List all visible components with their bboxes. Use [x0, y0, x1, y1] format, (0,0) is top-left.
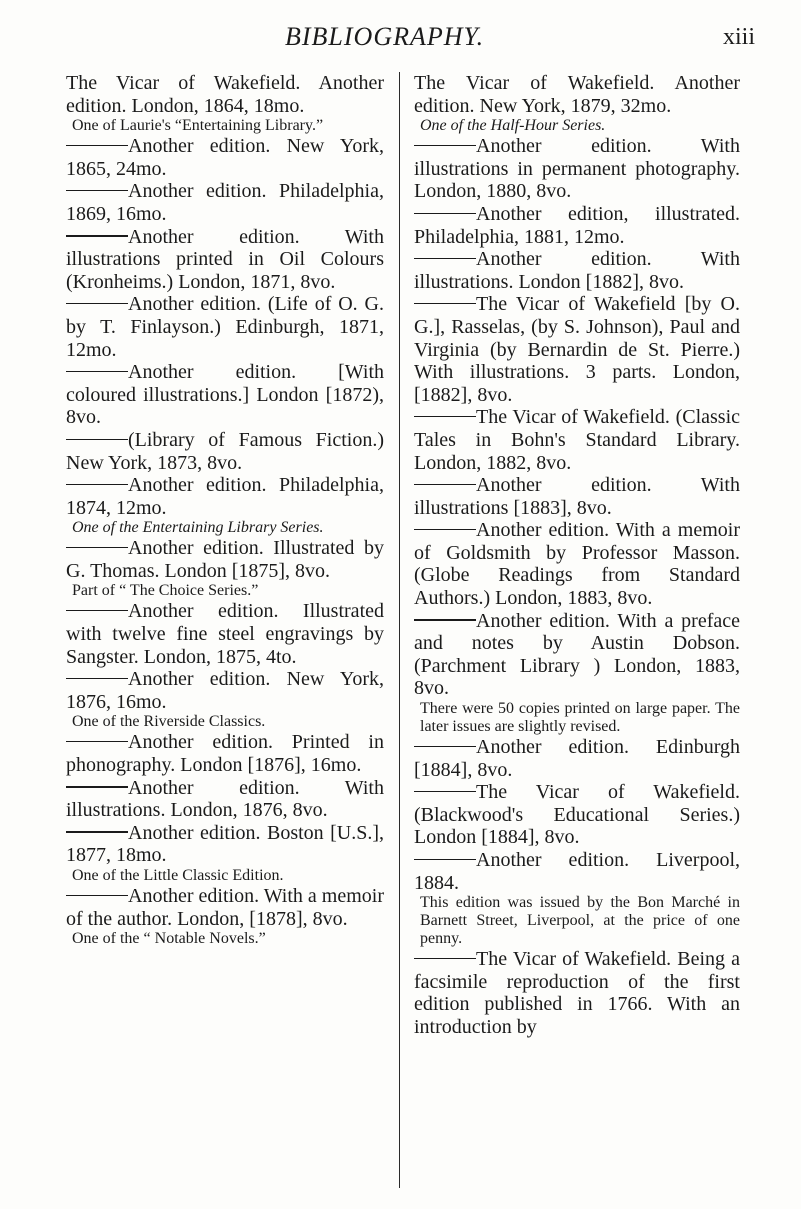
bib-entry: Another edition. Philadelphia, 1869, 16mo. [66, 180, 384, 225]
bib-entry: The Vicar of Wakefield. Being a facsimile reproduction of the first edition published in 1766. With an introduction by [414, 948, 740, 1038]
bib-entry: The Vicar of Wakefield. (Blackwood's Educational Series.) London [1884], 8vo. [414, 781, 740, 849]
bib-entry: Another edition. Illustrated by G. Thomas. London [1875], 8vo. [66, 537, 384, 582]
bib-entry: Another edition. With illustrations. London, 1876, 8vo. [66, 776, 384, 822]
bib-entry: Another edition. With illustrations printed in Oil Colours (Kronheims.) London, 1871, 8vo. [66, 225, 384, 293]
bib-note: One of the Half-Hour Series. [420, 117, 606, 135]
bib-entry: Another edition. Boston [U.S.], 1877, 18mo. [66, 821, 384, 867]
bib-entry: The Vicar of Wakefield. Another edition. New York, 1879, 32mo. [414, 72, 740, 117]
left-column [66, 72, 384, 948]
bib-entry: Another edition. Liverpool, 1884. [414, 849, 740, 894]
bib-note: This edition was issued by the Bon Marché in Barnett Street, Liverpool, at the price of one penny. [420, 894, 740, 948]
bib-entry: The Vicar of Wakefield. (Classic Tales in Bohn's Standard Library. London, 1882, 8vo. [414, 406, 740, 474]
bib-entry: Another edition. New York, 1876, 16mo. [66, 668, 384, 713]
bib-entry: Another edition. With a memoir of Goldsmith by Professor Masson. (Globe Readings from Standard Authors.) London, 1883, 8vo. [414, 519, 740, 610]
column-divider [399, 72, 400, 1188]
bib-note: One of the Riverside Classics. [72, 713, 266, 731]
bib-note: One of the Entertaining Library Series. [72, 519, 324, 537]
bib-note: One of the “ Notable Novels.” [72, 930, 266, 948]
bib-entry: Another edition. Printed in phonography. London [1876], 16mo. [66, 731, 384, 777]
bib-entry: Another edition. With illustrations [1883], 8vo. [414, 474, 740, 519]
bib-note: Part of “ The Choice Series.” [72, 582, 259, 600]
page-number: xiii [722, 24, 755, 50]
bib-note: One of the Little Classic Edition. [72, 867, 284, 884]
bib-entry: Another edition. With illustrations. London [1882], 8vo. [414, 248, 740, 293]
bib-entry: Another edition, illustrated. Philadelphia, 1881, 12mo. [414, 202, 740, 248]
bib-entry: Another edition. Illustrated with twelve fine steel engravings by Sangster. London, 1875, 4to. [66, 600, 384, 668]
right-column [414, 72, 740, 1039]
bib-entry: Another edition. With illustrations in permanent photography. London, 1880, 8vo. [414, 135, 740, 203]
bib-entry: The Vicar of Wakefield [by O. G.], Rasselas, (by S. Johnson), Paul and Virginia (by Bernardin de St. Pierre.) With illustrations. 3 parts. London, [1882], 8vo. [414, 293, 740, 406]
page-header [0, 22, 801, 62]
running-title: BIBLIOGRAPHY. [285, 22, 485, 51]
bib-entry: The Vicar of Wakefield. Another edition. London, 1864, 18mo. [66, 72, 384, 117]
bib-entry: (Library of Famous Fiction.) New York, 1873, 8vo. [66, 428, 384, 474]
bib-entry: Another edition. Edinburgh [1884], 8vo. [414, 736, 740, 781]
bib-entry: Another edition. With a preface and notes by Austin Dobson. (Parchment Library ) London, 1883, 8vo. [414, 609, 740, 700]
bib-note: One of Laurie's “Entertaining Library.” [72, 117, 324, 135]
bib-entry: Another edition. Philadelphia, 1874, 12mo. [66, 474, 384, 519]
bib-entry: Another edition. (Life of O. G. by T. Finlayson.) Edinburgh, 1871, 12mo. [66, 293, 384, 361]
bib-entry: Another edition. [With coloured illustrations.] London [1872), 8vo. [66, 361, 384, 429]
bib-entry: Another edition. New York, 1865, 24mo. [66, 135, 384, 180]
bib-note: There were 50 copies printed on large paper. The later issues are slightly revised. [420, 700, 740, 736]
bib-entry: Another edition. With a memoir of the author. London, [1878], 8vo. [66, 885, 384, 930]
